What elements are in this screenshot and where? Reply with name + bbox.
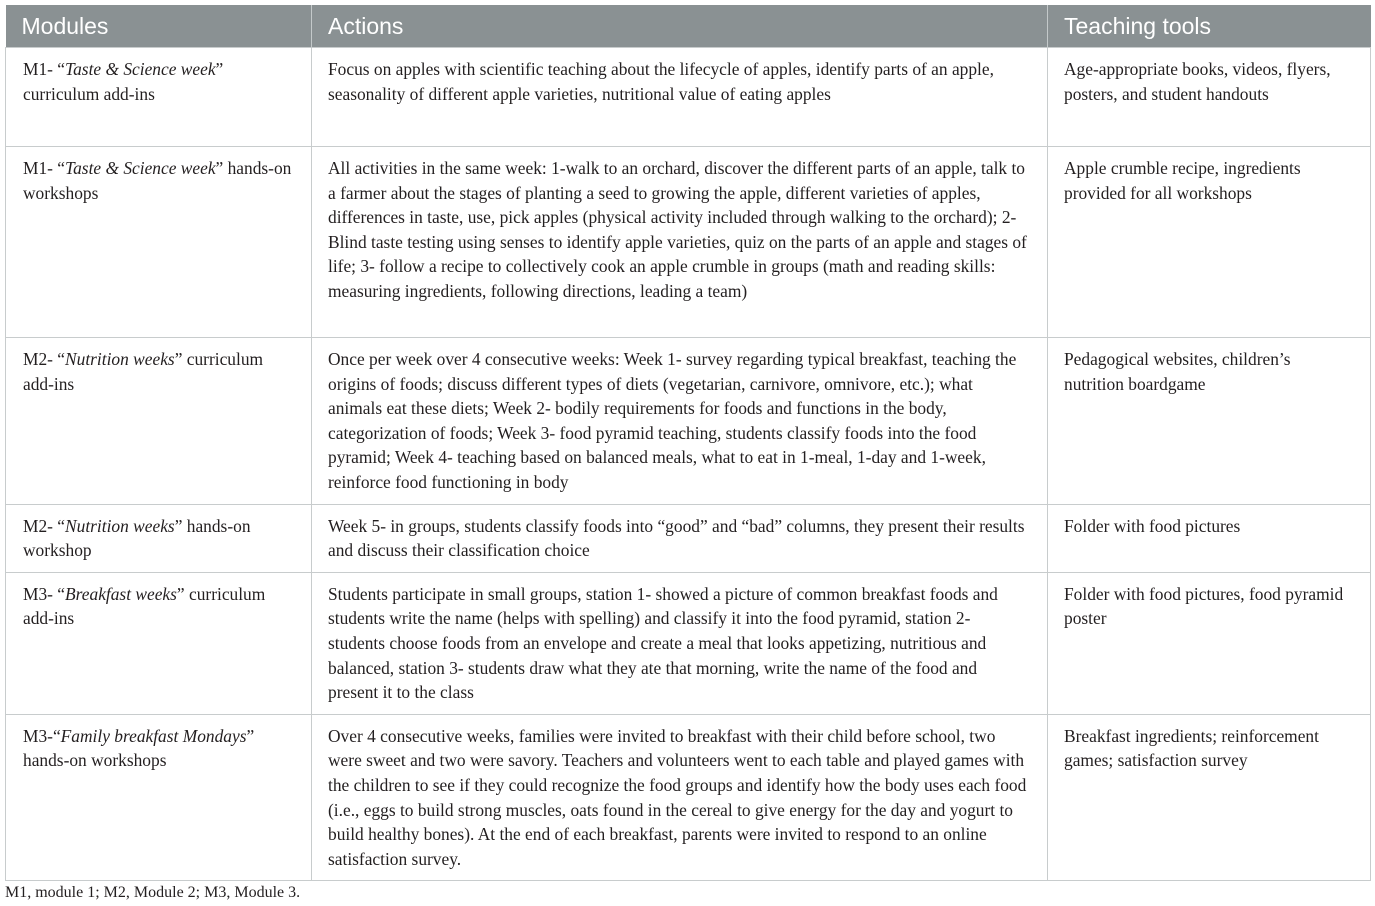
module-suffix: ” curriculum add-ins <box>23 349 264 394</box>
table-row <box>6 147 1371 338</box>
tools-cell: Breakfast ingredients; reinforcement games; satisfaction survey <box>1048 714 1371 881</box>
table-row <box>6 48 1371 147</box>
header-teaching-tools: Teaching tools <box>1048 5 1371 48</box>
table-row <box>6 572 1371 714</box>
tools-cell: Apple crumble recipe, ingredients provided for all workshops <box>1048 147 1371 338</box>
module-prefix: M3-“ <box>23 725 61 746</box>
tools-cell: Folder with food pictures, food pyramid poster <box>1048 572 1371 714</box>
module-suffix: ” hands-on workshops <box>23 725 255 771</box>
table-footnote: M1, module 1; M2, Module 2; M3, Module 3. <box>5 884 301 901</box>
module-cell <box>6 572 312 714</box>
module-prefix: M2- “ <box>23 515 66 536</box>
module-prefix: M1- “ <box>23 158 66 178</box>
module-cell <box>6 147 312 338</box>
modules-table <box>5 5 1371 881</box>
module-title: Nutrition weeks <box>65 349 175 369</box>
module-prefix: M3- “ <box>23 583 66 604</box>
tools-cell: Folder with food pictures <box>1048 504 1371 572</box>
table-row <box>6 338 1371 505</box>
header-row <box>6 5 1371 48</box>
table-container <box>5 5 1370 881</box>
table-row <box>6 714 1371 881</box>
module-title: Taste & Science week <box>65 59 216 79</box>
module-cell <box>6 48 312 147</box>
tools-cell: Pedagogical websites, children’s nutrition boardgame <box>1048 338 1371 505</box>
module-title: Taste & Science week <box>65 158 216 178</box>
module-suffix: ” curriculum add-ins <box>23 583 266 629</box>
module-prefix: M2- “ <box>23 349 66 369</box>
tools-cell: Age-appropriate books, videos, flyers, posters, and student handouts <box>1048 48 1371 147</box>
action-cell: Once per week over 4 consecutive weeks: Week 1- survey regarding typical breakfast, teaching the origins of foods; discuss different types of diets (vegetarian, carnivore, omnivore, etc.); what animals eat these diets; Week 2- bodily requirements for foods and functions in the body, categorization of foods; Week 3- food pyramid teaching, students classify foods into the food pyramid; Week 4- teaching based on balanced meals, what to eat in 1-meal, 1-day and 1-week, reinforce food functioning in body <box>312 338 1048 505</box>
table-row <box>6 504 1371 572</box>
module-suffix: ” hands-on workshops <box>23 158 292 203</box>
action-cell: Over 4 consecutive weeks, families were invited to breakfast with their child before school, two were sweet and two were savory. Teachers and volunteers went to each table and played games with the children to see if they could recognize the food groups and identify how the body uses each food (i.e., eggs to build strong muscles, oats found in the cereal to give energy for the day and yogurt to build healthy bones). At the end of each breakfast, parents were invited to respond to an online satisfaction survey. <box>312 714 1048 881</box>
action-cell: All activities in the same week: 1-walk to an orchard, discover the different parts of an apple, talk to a farmer about the stages of planting a seed to growing the apple, different varieties of apples, differences in taste, use, pick apples (physical activity included through walking to the orchard); 2- Blind taste testing using senses to identify apple varieties, quiz on the parts of an apple and stages of life; 3- follow a recipe to collectively cook an apple crumble in groups (math and reading skills: measuring ingredients, following directions, leading a team) <box>312 147 1048 338</box>
module-cell <box>6 714 312 881</box>
module-suffix: ” curriculum add-ins <box>23 59 224 104</box>
module-cell <box>6 338 312 505</box>
module-cell <box>6 504 312 572</box>
header-actions: Actions <box>312 5 1048 48</box>
module-title: Nutrition weeks <box>65 515 175 536</box>
module-prefix: M1- “ <box>23 59 66 79</box>
module-suffix: ” hands-on workshop <box>23 515 251 561</box>
module-title: Breakfast weeks <box>65 583 177 604</box>
action-cell: Students participate in small groups, station 1- showed a picture of common breakfast foods and students write the name (helps with spelling) and classify it into the food pyramid, station 2- students choose foods from an envelope and create a meal that looks appetizing, nutritious and balanced, station 3- students draw what they ate that morning, write the name of the food and present it to the class <box>312 572 1048 714</box>
header-modules: Modules <box>6 5 312 48</box>
action-cell: Focus on apples with scientific teaching about the lifecycle of apples, identify parts of an apple, seasonality of different apple varieties, nutritional value of eating apples <box>312 48 1048 147</box>
action-cell: Week 5- in groups, students classify foods into “good” and “bad” columns, they present their results and discuss their classification choice <box>312 504 1048 572</box>
module-title: Family breakfast Mondays <box>60 725 247 746</box>
